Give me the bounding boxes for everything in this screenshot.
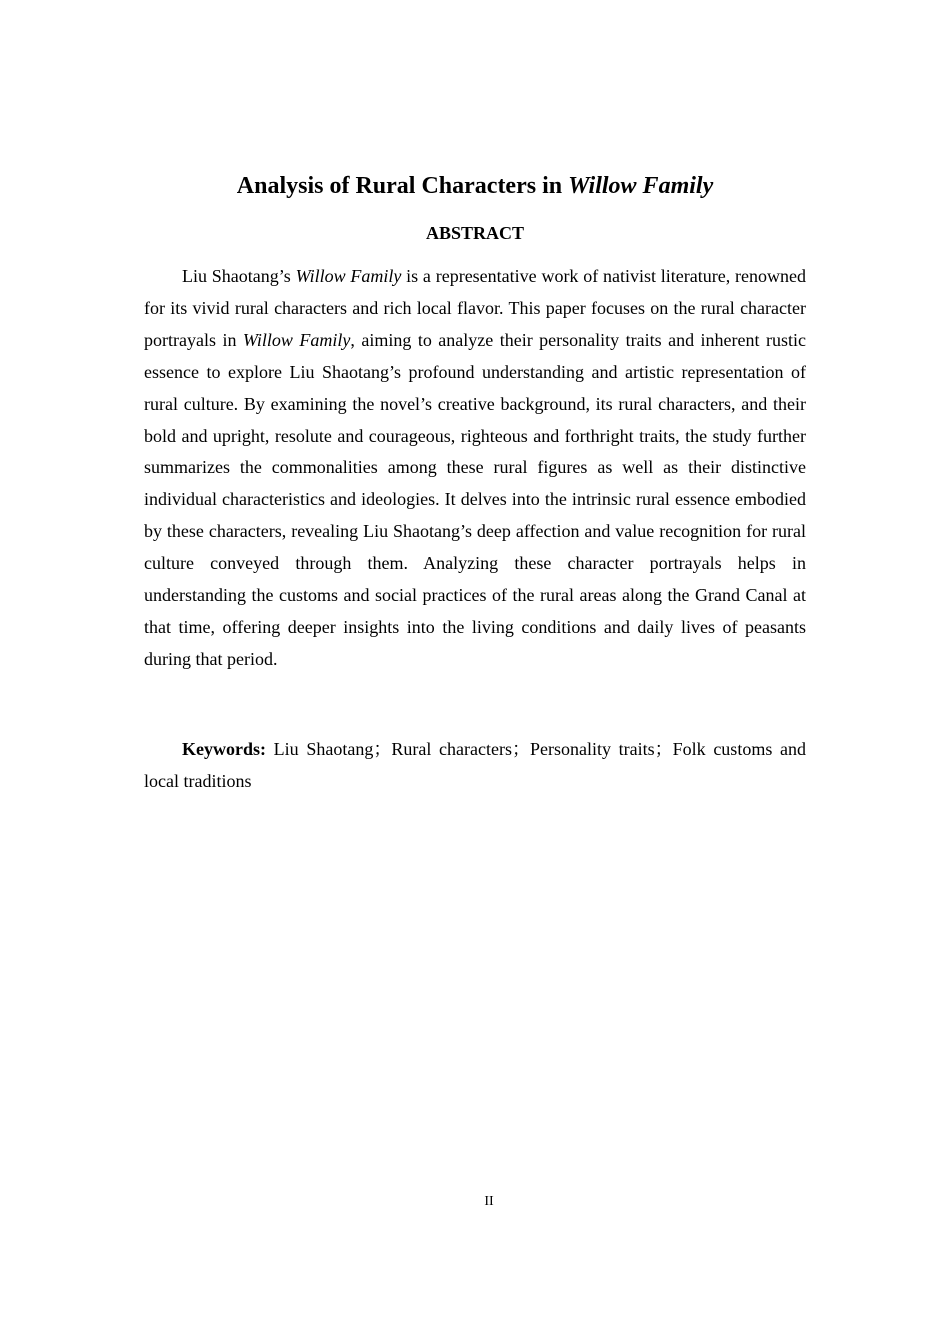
paper-title-main: Analysis of Rural Characters in [236, 173, 569, 199]
abstract-text-2: is a representative work of nativist literature, renowned for its vivid rural characters and rich local flavor. This paper focuses on the rural character portrayals in [144, 266, 806, 350]
paper-title [0, 170, 950, 202]
abstract-text-3: , aiming to analyze their personality traits and inherent rustic essence to explore Liu Shaotang’s profound understanding and artistic representation of rural culture. By examining the novel’s creative background, its rural characters, and their bold and upright, resolute and courageous, righteous and forthright traits, the study further summarizes the commonalities among these rural figures as well as their distinctive individual characteristics and ideologies. It delves into the intrinsic rural essence embodied by these characters, revealing Liu Shaotang’s deep affection and value recognition for rural culture conveyed through them. Analyzing these character portrayals helps in understanding the customs and social practices of the rural areas along the Grand Canal at that time, offering deeper insights into the living conditions and daily lives of peasants during that period. [144, 329, 806, 669]
keywords-label: Keywords: [182, 739, 266, 759]
abstract-book-title-1: Willow Family [295, 266, 402, 286]
keywords-text: Liu Shaotang；Rural characters；Personality traits；Folk customs and local traditions [144, 739, 806, 791]
paper-title-italic: Willow Family [568, 173, 714, 199]
abstract-paragraph [144, 261, 806, 676]
abstract-heading: ABSTRACT [425, 223, 525, 243]
abstract-text-1: Liu Shaotang’s [182, 266, 296, 286]
abstract-book-title-2: Willow Family [242, 329, 351, 350]
keywords-paragraph [144, 733, 806, 797]
page-number: II [484, 1194, 494, 1209]
